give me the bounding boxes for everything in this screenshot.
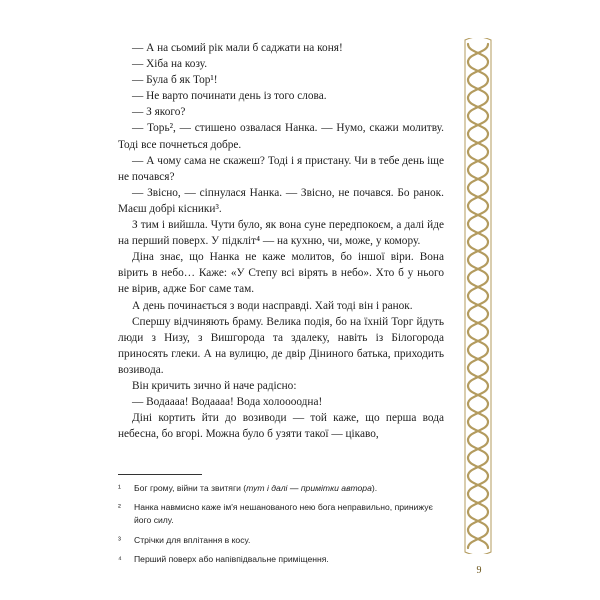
footnotes (118, 482, 444, 572)
footnote-number: ² (118, 502, 121, 513)
paragraph: — Була б як Тор¹! (132, 74, 218, 87)
paragraph: — Водаааа! Водаааа! Вода холоооодна! (132, 396, 323, 409)
main-text (118, 40, 444, 442)
footnote (118, 501, 444, 527)
paragraph: Діна знає, що Нанка не каже молитов, бо іншої віри. Вона вірить в небо… Каже: «У Степу всі вірять в небо». Хто б у нього не вірив, адже Бог саме там. (118, 251, 444, 296)
footnote (118, 482, 444, 495)
footnote-text: Бог грому, війни та звитяги (тут і далі — примітки автора). (134, 483, 378, 493)
page-number: 9 (476, 565, 482, 576)
paragraph: — Не варто починати день із того слова. (132, 90, 327, 103)
paragraph: — А на сьомий рік мали б саджати на коня! (132, 42, 343, 54)
paragraph: Він кричить зичнo й наче радісно: (132, 379, 297, 392)
paragraph: — Хіба на козу. (132, 58, 208, 71)
footnote-divider (118, 474, 202, 475)
celtic-knot-border-ornament (464, 38, 492, 554)
paragraph: А день починається з води насправді. Хай тоді він і ранок. (132, 299, 413, 312)
footnote (118, 553, 444, 566)
paragraph: Спершу відчиняють браму. Велика подія, бо на їхній Торг йдуть люди з Низу, з Вишгорода та здалеку, навіть із Білогорода приносять глеки. А на вулицю, де двір Діниного батька, приходить возивода. (118, 315, 444, 376)
paragraph: — А чому сама не скажеш? Тоді і я пристану. Чи в тебе день іще не почався? (118, 154, 444, 183)
footnote-text: Нанка навмисно каже ім'я нешанованого нею бога неправильно, принижує його силу. (134, 502, 433, 526)
paragraph: З тим і вийшла. Чути було, як вона суне передпокоєм, а далі йде на перший поверх. У підкліт⁴ — на кухню, чи, може, у комору. (118, 219, 444, 248)
paragraph: Діні кортить йти до возиводи — той каже, що перша вода небесна, бо вгорі. Можна було б узяти такої — цікаво, (118, 412, 444, 441)
paragraph: — З якого? (132, 106, 186, 119)
footnote (118, 534, 444, 547)
footnote-text: Перший поверх або напівпідвальне приміщення. (134, 553, 329, 564)
footnote-text: Стрічки для вплітання в косу. (134, 534, 251, 545)
footnote-number: ⁴ (118, 553, 122, 564)
paragraph: — Торь², — стишено озвалася Нанка. — Нумо, скажи молитву. Тоді все почнеться добре. (118, 122, 444, 151)
footnote-number: ¹ (118, 483, 121, 493)
footnote-number: ³ (118, 534, 121, 545)
paragraph: — Звісно, — сіпнулася Нанка. — Звісно, не почався. Бо ранок. Маєш добрі кісники³. (118, 186, 444, 215)
